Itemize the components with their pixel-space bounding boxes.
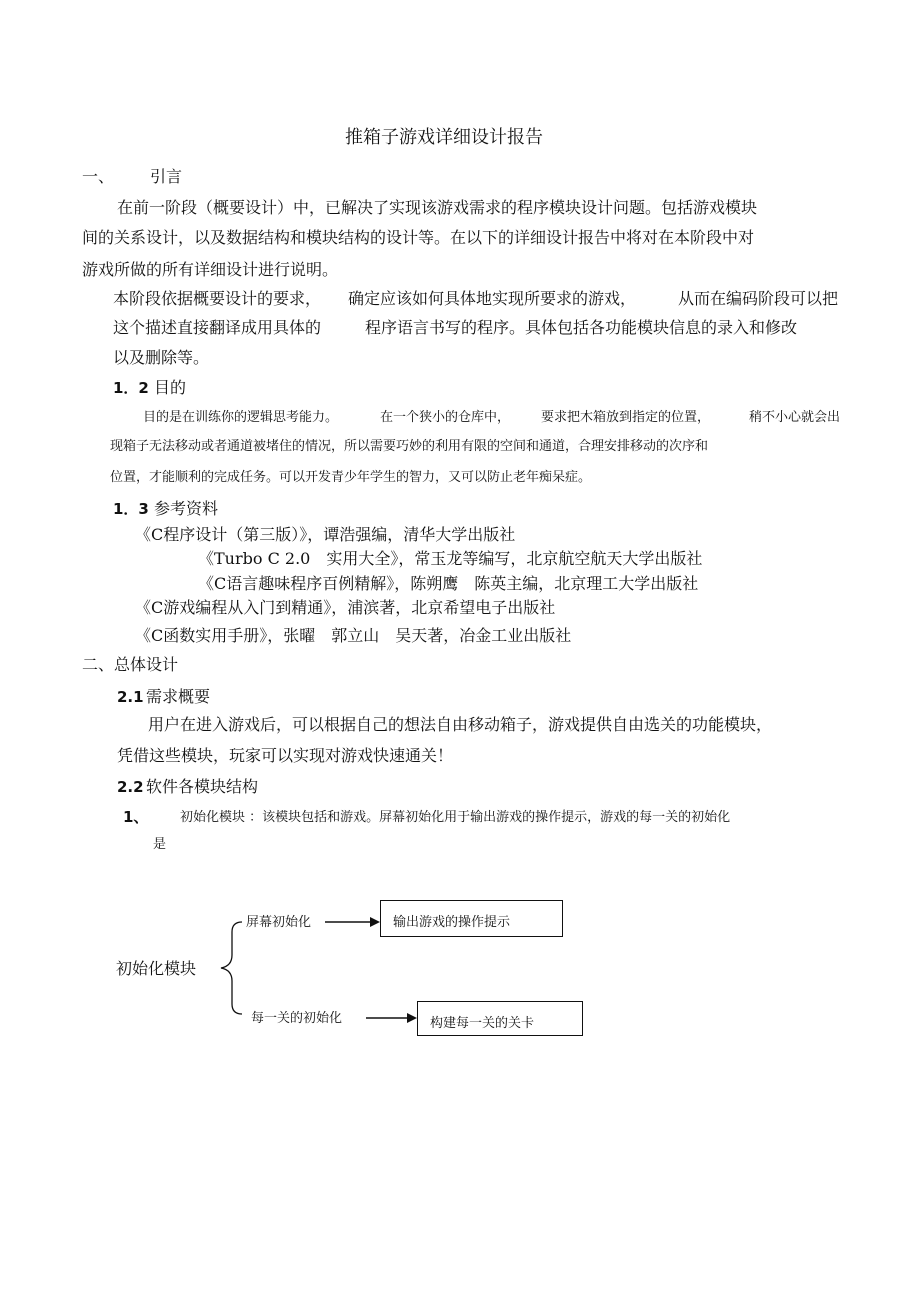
item1-continuation: 是 [153, 837, 167, 852]
section1-para1-line3: 游戏所做的所有详细设计进行说明。 [82, 260, 339, 279]
sec12-line3: 位置，才能顺利的完成任务。可以开发青少年学生的智力，又可以防止老年痴呆症。 [110, 470, 592, 485]
sec12-line1-seg2: 在一个狭小的仓库中， [380, 410, 511, 425]
sec13-number: 1．3 [113, 500, 149, 518]
section1-para2-seg3: 从而在编码阶段可以把 [678, 289, 839, 308]
section1-para1-line1: 在前一阶段（概要设计）中，已解决了实现该游戏需求的程序模块设计问题。包括游戏模块 [117, 198, 758, 217]
arrow-2-head [407, 1013, 417, 1023]
reference-item-5: 《C函数实用手册》，张曜 郭立山 吴天著，冶金工业出版社 [135, 626, 572, 645]
section1-para1-line2: 间的关系设计，以及数据结构和模块结构的设计等。在以下的详细设计报告中将对在本阶段中对 [82, 228, 755, 247]
arrow-1-head [370, 917, 380, 927]
reference-item-2: 《Turbo C 2.0 实用大全》，常玉龙等编写，北京航空航天大学出版社 [198, 549, 703, 568]
section1-number: 一、 [82, 167, 115, 186]
section2-heading: 二、总体设计 [82, 655, 179, 674]
item1-text: 初始化模块 ：该模块包括和游戏。屏幕初始化用于输出游戏的操作提示，游戏的每一关的初始化 [180, 810, 731, 825]
section1-para2-seg4: 这个描述直接翻译成用具体的 [113, 318, 322, 337]
diagram-box-build-levels [417, 1001, 583, 1036]
brace-connector [221, 922, 242, 1014]
diagram-box-build-levels-label: 构建每一关的关卡 [430, 1016, 535, 1031]
sec21-para-line1: 用户在进入游戏后，可以根据自己的想法自由移动箱子，游戏提供自由选关的功能模块， [148, 715, 773, 734]
section1-heading: 引言 [150, 167, 183, 186]
sec12-number: 1．2 [113, 379, 149, 397]
diagram-box-operation-hints-label: 输出游戏的操作提示 [393, 915, 511, 930]
section1-para2-seg5: 程序语言书写的程序。具体包括各功能模块信息的录入和修改 [365, 318, 798, 337]
diagram-box-operation-hints [380, 900, 563, 937]
sec21-heading: 需求概要 [146, 687, 211, 706]
sec22-heading: 软件各模块结构 [146, 777, 259, 796]
sec12-line2: 现箱子无法移动或者通道被堵住的情况，所以需要巧妙的利用有限的空间和通道，合理安排移动的次序和 [110, 439, 709, 454]
sec22-number: 2.2 [117, 778, 144, 796]
reference-item-1: 《C程序设计（第三版）》，谭浩强编，清华大学出版社 [135, 525, 516, 544]
sec12-heading: 目的 [154, 378, 187, 397]
reference-item-4: 《C游戏编程从入门到精通》，浦滨著，北京希望电子出版社 [135, 598, 556, 617]
section1-para2-seg6: 以及删除等。 [113, 348, 210, 367]
sec12-line1-seg3: 要求把木箱放到指定的位置， [541, 410, 711, 425]
reference-item-3: 《C语言趣味程序百例精解》，陈朔鹰 陈英主编，北京理工大学出版社 [198, 574, 699, 593]
sec12-line1-seg4: 稍不小心就会出 [749, 410, 841, 425]
section1-para2-seg1: 本阶段依据概要设计的要求， [113, 289, 322, 308]
diagram-branch-level-init: 每一关的初始化 [251, 1011, 343, 1026]
diagram-root: 初始化模块 [116, 959, 197, 978]
section1-para2-seg2: 确定应该如何具体地实现所要求的游戏， [348, 289, 637, 308]
diagram-branch-screen-init: 屏幕初始化 [246, 915, 312, 930]
item1-number: 1、 [123, 808, 149, 826]
page-title: 推箱子游戏详细设计报告 [345, 127, 543, 148]
sec13-heading: 参考资料 [154, 499, 219, 518]
sec21-para-line2: 凭借这些模块，玩家可以实现对游戏快速通关！ [117, 746, 454, 765]
sec12-line1-seg1: 目的是在训练你的逻辑思考能力。 [143, 410, 339, 425]
sec21-number: 2.1 [117, 688, 144, 706]
